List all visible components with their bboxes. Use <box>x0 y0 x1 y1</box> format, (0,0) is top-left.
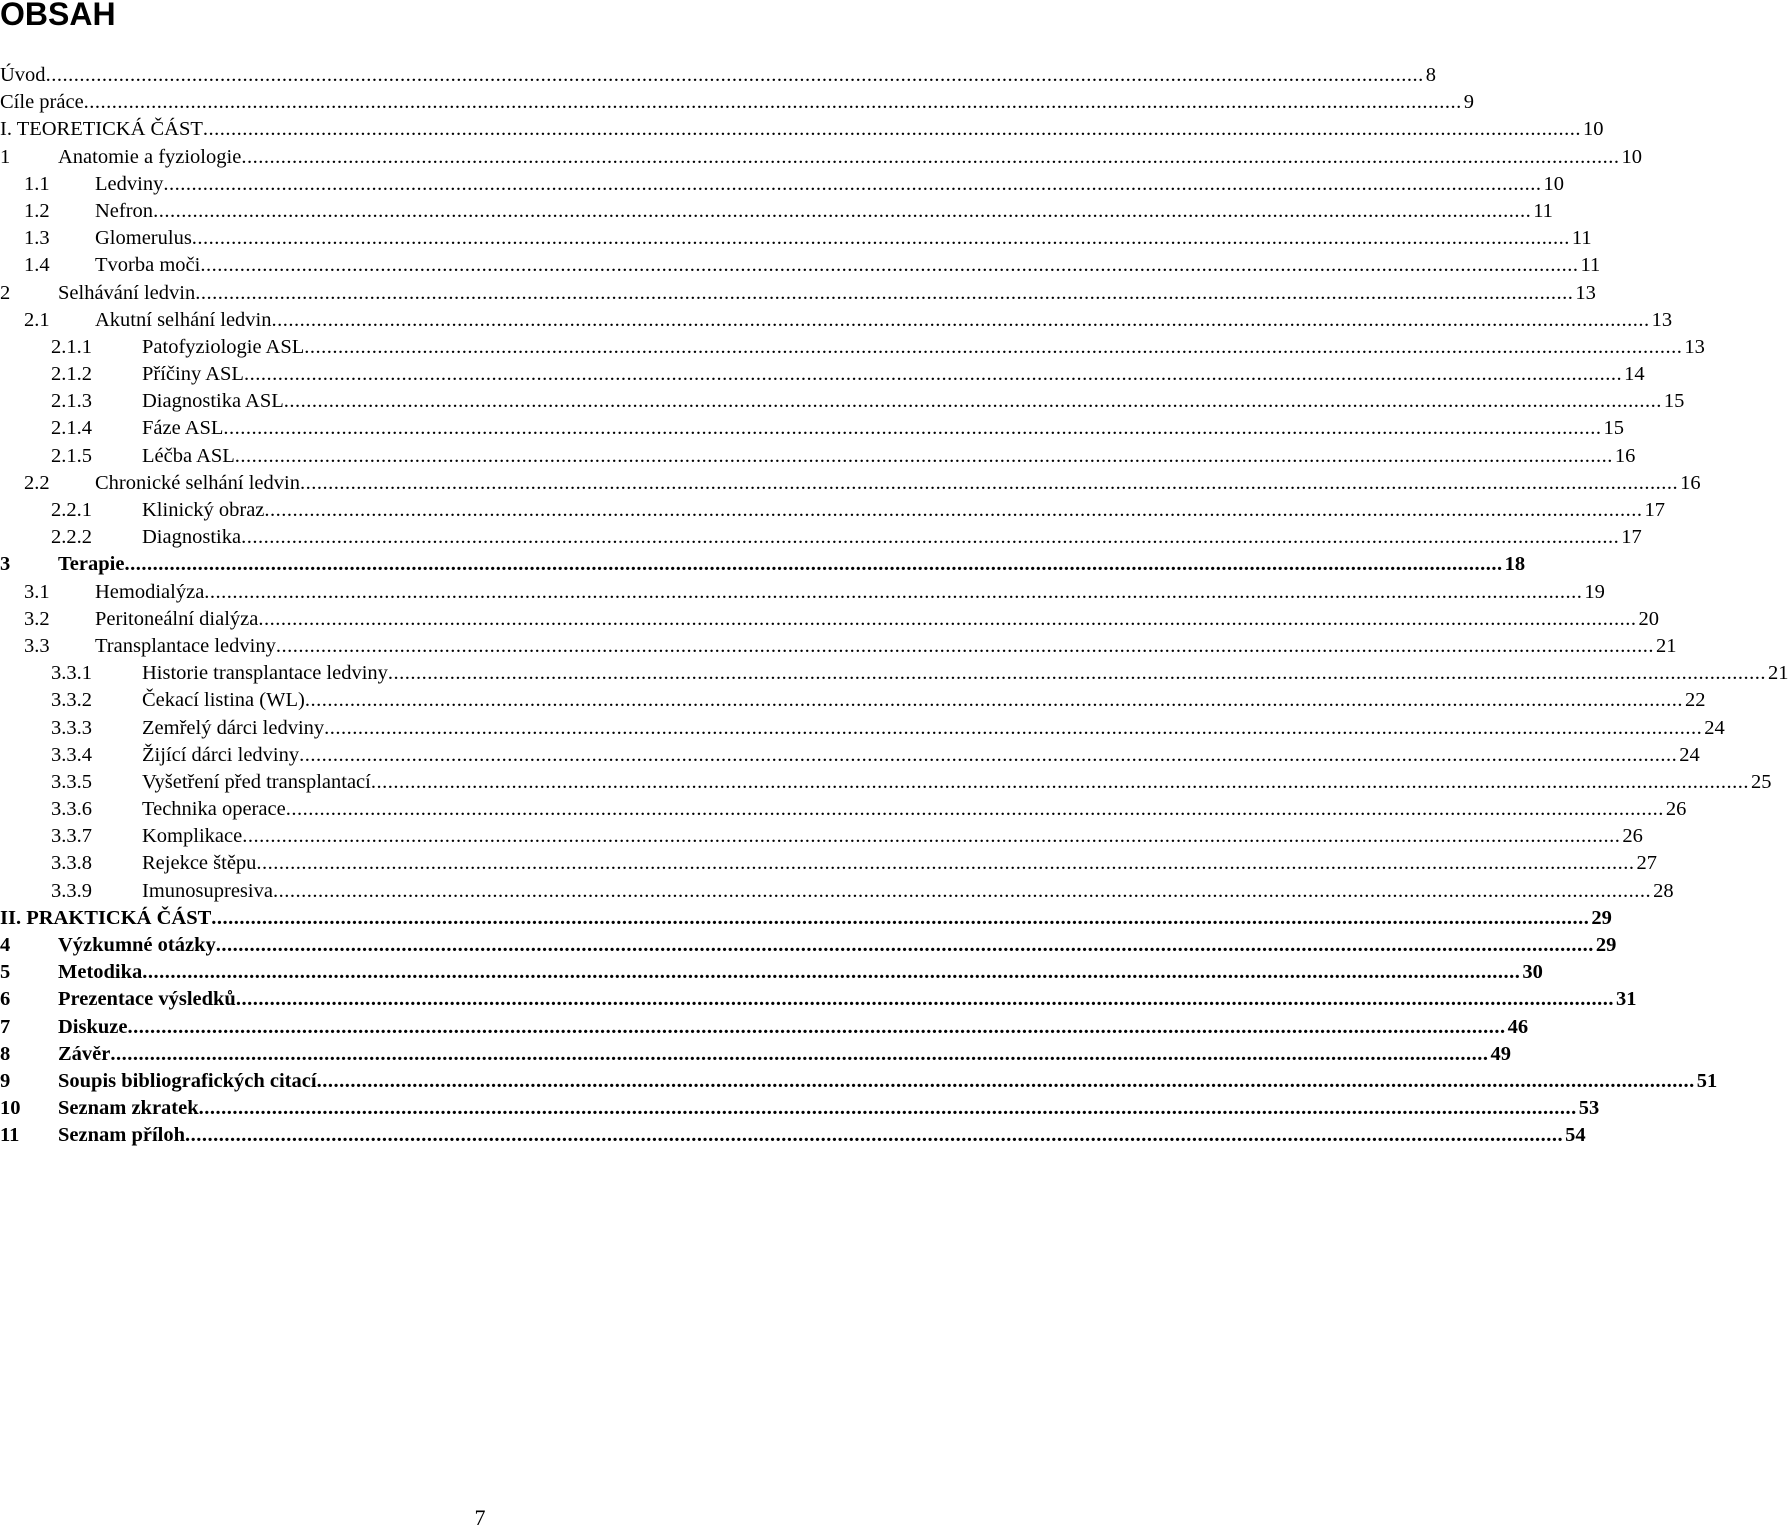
toc-entry-number: 2.1.5 <box>51 444 92 467</box>
toc-entry-page: 17 <box>1621 526 1642 549</box>
toc-leader-dots <box>273 878 1651 905</box>
toc-entry <box>0 769 1772 796</box>
toc-entry-number: 6 <box>0 988 11 1011</box>
toc-entry <box>0 144 1642 171</box>
toc-entry-page: 14 <box>1624 363 1645 386</box>
toc-entry-title: Čekací listina (WL) <box>142 689 305 712</box>
toc-entry-page: 15 <box>1603 417 1625 440</box>
toc-entry-page: 27 <box>1636 852 1658 875</box>
toc-entry-title: Cíle práce <box>0 91 84 114</box>
toc-entry <box>0 497 1666 524</box>
toc-leader-dots <box>211 905 1589 932</box>
toc-leader-dots <box>199 1095 1577 1122</box>
toc-entry-page: 28 <box>1653 879 1674 902</box>
toc-entry-page: 21 <box>1768 662 1789 685</box>
toc-entry <box>0 62 1436 89</box>
toc-entry-title: Klinický obraz <box>142 499 265 521</box>
toc-leader-dots <box>153 198 1531 225</box>
toc-entry-page: 11 <box>1571 227 1592 250</box>
toc-entry-page: 46 <box>1507 1015 1529 1038</box>
toc-entry-number: 1.4 <box>24 254 50 277</box>
toc-entry-number: 2.1.3 <box>51 390 92 413</box>
page-title: OBSAH <box>0 0 116 32</box>
toc-entry <box>0 171 1564 198</box>
toc-entry-title: Prezentace výsledků <box>58 988 236 1011</box>
toc-leader-dots <box>300 470 1678 497</box>
toc-entry-number: 1.2 <box>24 199 50 222</box>
toc-entry-page: 26 <box>1665 798 1687 821</box>
toc-entry-title: Žijící dárci ledviny <box>142 743 300 766</box>
toc-leader-dots <box>200 252 1578 279</box>
toc-entry <box>0 959 1543 986</box>
toc-entry-page: 21 <box>1655 634 1677 657</box>
toc-entry-page: 17 <box>1644 499 1666 521</box>
toc-entry-title: Technika operace <box>142 798 286 821</box>
toc-entry-number: 3.3.7 <box>51 825 92 848</box>
toc-entry-page: 13 <box>1684 335 1705 358</box>
toc-entry-page: 16 <box>1680 471 1701 494</box>
toc-leader-dots <box>241 144 1619 171</box>
toc-entry <box>0 823 1643 850</box>
toc-entry-page: 10 <box>1621 145 1642 168</box>
toc-entry-number: 3.1 <box>24 580 50 603</box>
toc-entry-title: Zemřelý dárci ledviny <box>142 716 325 739</box>
toc-entry <box>0 443 1636 470</box>
toc-entry-page: 30 <box>1522 961 1543 984</box>
toc-entry-page: 29 <box>1595 934 1617 956</box>
toc-entry-title: Komplikace <box>142 825 243 848</box>
toc-entry-number: 3.3.9 <box>51 879 92 902</box>
toc-leader-dots <box>256 850 1634 877</box>
toc-entry-title: Seznam příloh <box>58 1124 185 1147</box>
toc-leader-dots <box>84 89 1462 116</box>
toc-entry-number: 8 <box>0 1042 11 1065</box>
toc-entry <box>0 89 1475 116</box>
toc-entry <box>0 225 1592 252</box>
toc-entry-page: 8 <box>1425 64 1436 86</box>
toc-entry <box>0 524 1642 551</box>
toc-entry-title: Anatomie a fyziologie <box>58 145 242 168</box>
toc-entry-number: 2.2.1 <box>51 499 92 521</box>
toc-entry-number: 2.1.2 <box>51 363 92 386</box>
toc-leader-dots <box>276 633 1654 660</box>
toc-entry <box>0 361 1645 388</box>
toc-entry <box>0 687 1706 714</box>
toc-entry-title: Léčba ASL <box>142 444 235 467</box>
toc-entry-page: 9 <box>1463 91 1475 114</box>
toc-entry <box>0 198 1553 225</box>
toc-entry <box>0 633 1677 660</box>
toc-leader-dots <box>317 1068 1695 1095</box>
toc-entry-number: 1.3 <box>24 227 50 250</box>
toc-entry-page: 25 <box>1750 770 1772 793</box>
toc-entry-number: 1 <box>0 145 11 168</box>
toc-entry-title: Historie transplantace ledviny <box>142 662 388 685</box>
toc-entry-number: 2.1 <box>24 308 50 331</box>
toc-entry-title: Závěr <box>58 1042 111 1065</box>
toc-entry-number: 5 <box>0 961 11 984</box>
toc-entry <box>0 660 1789 687</box>
toc-entry-title: Chronické selhání ledvin <box>95 471 300 494</box>
toc-entry-page: 24 <box>1704 716 1725 739</box>
toc-entry <box>0 579 1605 606</box>
toc-entry-title: Imunosupresiva <box>142 879 273 902</box>
toc-entry-page: 54 <box>1565 1124 1586 1147</box>
toc-entry-page: 24 <box>1679 743 1700 766</box>
toc-entry-number: 10 <box>0 1097 21 1120</box>
toc-entry-number: 3.3.1 <box>51 662 92 685</box>
toc-entry-title: I. TEORETICKÁ ČÁST <box>0 118 203 141</box>
toc-leader-dots <box>124 551 1502 578</box>
toc-entry-number: 1.1 <box>24 172 50 195</box>
toc-entry-number: 2.2 <box>24 471 50 494</box>
toc-leader-dots <box>371 769 1749 796</box>
toc-entry-number: 3.2 <box>24 607 50 630</box>
toc-entry <box>0 470 1701 497</box>
toc-leader-dots <box>244 361 1622 388</box>
toc-entry <box>0 796 1687 823</box>
toc-entry <box>0 606 1659 633</box>
toc-entry-title: Terapie <box>58 553 125 576</box>
toc-entry-page: 10 <box>1543 172 1564 195</box>
toc-entry-title: Vyšetření před transplantací <box>142 770 371 793</box>
toc-entry <box>0 1068 1718 1095</box>
toc-entry <box>0 415 1625 442</box>
toc-entry <box>0 905 1612 932</box>
toc-leader-dots <box>216 932 1594 959</box>
table-of-contents <box>0 62 1789 1150</box>
toc-entry <box>0 252 1601 279</box>
toc-entry-page: 20 <box>1638 607 1659 630</box>
page-number: 7 <box>474 1505 486 1530</box>
toc-entry-page: 11 <box>1533 199 1553 222</box>
toc-entry-page: 51 <box>1696 1069 1718 1092</box>
toc-entry <box>0 715 1725 742</box>
toc-entry-title: Výzkumné otázky <box>58 934 216 956</box>
toc-entry-number: 7 <box>0 1015 11 1038</box>
toc-entry <box>0 850 1658 877</box>
toc-leader-dots <box>223 415 1601 442</box>
toc-entry <box>0 742 1700 769</box>
toc-entry <box>0 1122 1586 1149</box>
toc-entry <box>0 307 1673 334</box>
toc-entry-title: Rejekce štěpu <box>142 852 257 875</box>
toc-leader-dots <box>204 579 1582 606</box>
toc-leader-dots <box>388 660 1766 687</box>
toc-entry-title: Soupis bibliografických citací <box>58 1069 317 1092</box>
toc-entry-page: 31 <box>1615 988 1637 1011</box>
toc-leader-dots <box>284 388 1662 415</box>
toc-leader-dots <box>272 307 1650 334</box>
toc-entry-number: 2 <box>0 281 11 304</box>
toc-leader-dots <box>142 959 1520 986</box>
toc-entry-title: Peritoneální dialýza <box>95 607 259 630</box>
toc-entry <box>0 551 1526 578</box>
toc-entry-title: Transplantace ledviny <box>95 634 276 657</box>
toc-entry-title: Akutní selhání ledvin <box>95 308 272 331</box>
toc-entry-title: Diskuze <box>58 1015 128 1038</box>
toc-entry <box>0 1095 1600 1122</box>
toc-entry-page: 49 <box>1490 1042 1511 1065</box>
toc-entry-page: 13 <box>1575 281 1596 304</box>
toc-entry-number: 2.1.4 <box>51 417 92 440</box>
toc-entry-number: 3.3.3 <box>51 716 92 739</box>
toc-leader-dots <box>324 715 1702 742</box>
toc-entry-title: Úvod <box>0 64 46 86</box>
toc-entry-page: 11 <box>1580 254 1601 277</box>
toc-entry-title: Diagnostika <box>142 526 242 549</box>
toc-leader-dots <box>203 116 1581 143</box>
toc-leader-dots <box>46 62 1424 89</box>
toc-entry-number: 11 <box>0 1124 20 1147</box>
toc-entry-number: 3.3.5 <box>51 770 92 793</box>
toc-entry-title: Nefron <box>95 199 154 222</box>
toc-entry-title: Selhávání ledvin <box>58 281 196 304</box>
toc-entry-number: 3 <box>0 553 11 576</box>
toc-leader-dots <box>185 1122 1563 1149</box>
toc-entry <box>0 116 1604 143</box>
toc-entry-number: 2.2.2 <box>51 526 92 549</box>
toc-entry <box>0 878 1674 905</box>
toc-entry-page: 13 <box>1651 308 1673 331</box>
toc-leader-dots <box>236 986 1614 1013</box>
toc-entry-title: Patofyziologie ASL <box>142 335 305 358</box>
toc-leader-dots <box>163 171 1541 198</box>
toc-leader-dots <box>286 796 1664 823</box>
toc-leader-dots <box>235 443 1613 470</box>
toc-entry-number: 3.3.4 <box>51 743 92 766</box>
toc-entry-page: 16 <box>1614 444 1636 467</box>
toc-entry-title: Glomerulus <box>95 227 192 250</box>
toc-leader-dots <box>299 742 1677 769</box>
toc-entry <box>0 986 1637 1013</box>
toc-leader-dots <box>127 1014 1505 1041</box>
toc-entry <box>0 388 1685 415</box>
toc-entry-page: 18 <box>1504 553 1526 576</box>
toc-entry-title: Ledviny <box>95 172 164 195</box>
toc-leader-dots <box>242 823 1620 850</box>
toc-entry-number: 9 <box>0 1069 11 1092</box>
toc-entry-page: 10 <box>1583 118 1604 141</box>
toc-leader-dots <box>195 280 1573 307</box>
toc-entry <box>0 280 1596 307</box>
toc-entry-number: 3.3.2 <box>51 689 92 712</box>
toc-leader-dots <box>241 524 1619 551</box>
toc-entry-title: Příčiny ASL <box>142 363 244 386</box>
toc-entry-title: Hemodialýza <box>95 580 205 603</box>
toc-entry-page: 19 <box>1584 580 1605 603</box>
toc-entry-page: 29 <box>1591 906 1612 929</box>
toc-leader-dots <box>192 225 1570 252</box>
toc-entry-number: 3.3 <box>24 634 50 657</box>
toc-entry-title: Metodika <box>58 961 143 984</box>
toc-entry <box>0 334 1705 361</box>
toc-leader-dots <box>258 606 1636 633</box>
toc-entry-number: 3.3.6 <box>51 798 92 821</box>
toc-entry-number: 3.3.8 <box>51 852 92 875</box>
toc-entry-page: 22 <box>1684 689 1706 712</box>
toc-entry-title: Fáze ASL <box>142 417 224 440</box>
toc-entry-title: Diagnostika ASL <box>142 390 284 413</box>
toc-leader-dots <box>110 1041 1488 1068</box>
toc-leader-dots <box>264 497 1642 524</box>
toc-entry <box>0 1014 1529 1041</box>
toc-entry <box>0 1041 1511 1068</box>
toc-entry-number: 4 <box>0 934 11 956</box>
toc-entry <box>0 932 1617 959</box>
toc-entry-title: Seznam zkratek <box>58 1097 199 1120</box>
toc-entry-number: 2.1.1 <box>51 335 92 358</box>
toc-entry-page: 53 <box>1578 1097 1600 1120</box>
toc-entry-title: II. PRAKTICKÁ ČÁST <box>0 906 212 929</box>
toc-entry-page: 26 <box>1622 825 1643 848</box>
toc-leader-dots <box>304 334 1682 361</box>
toc-entry-title: Tvorba moči <box>95 254 201 277</box>
toc-entry-page: 15 <box>1663 390 1685 413</box>
toc-leader-dots <box>305 687 1683 714</box>
